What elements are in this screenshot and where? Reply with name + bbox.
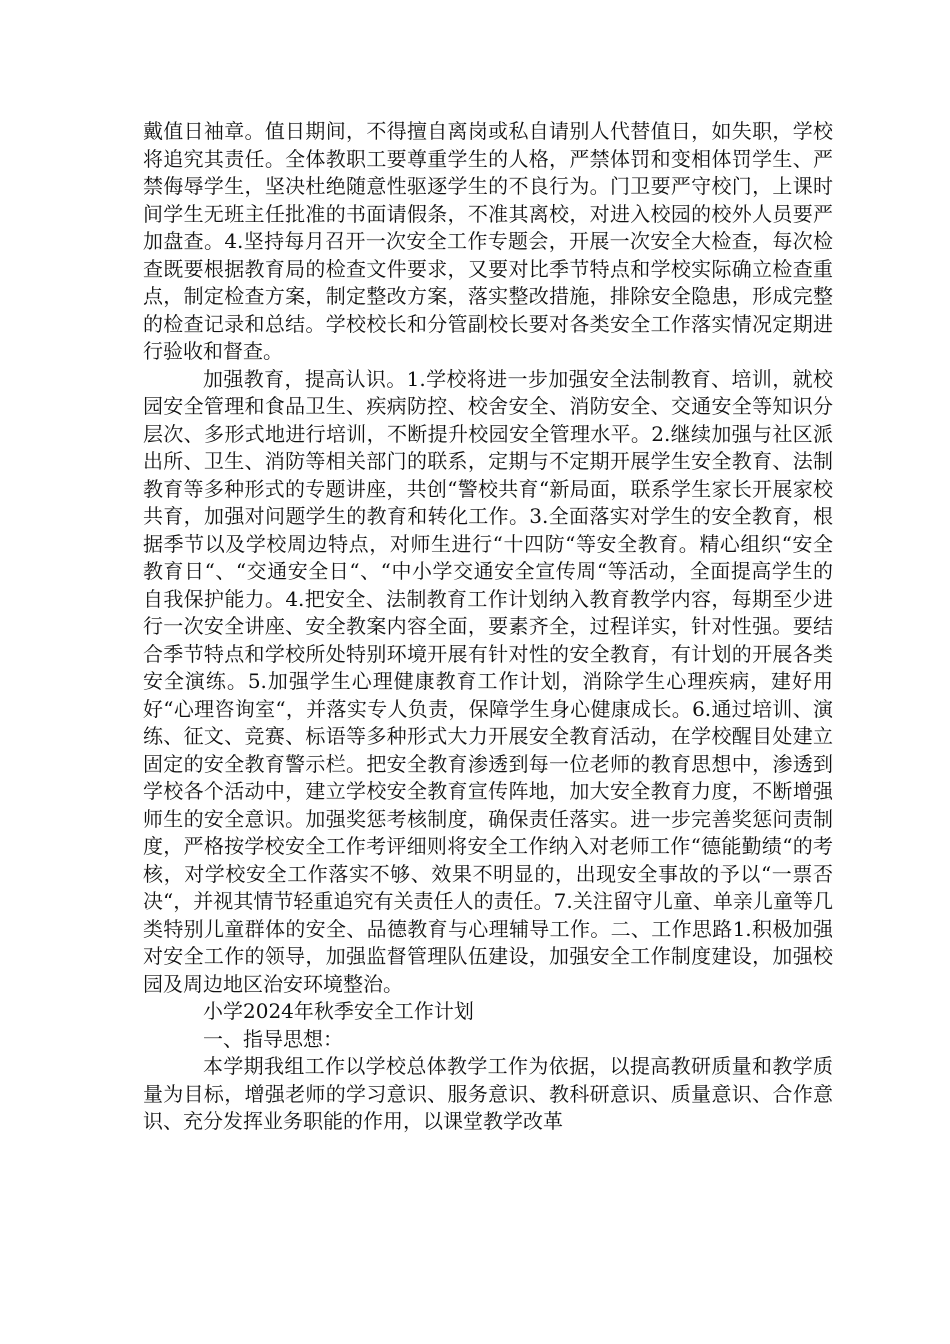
paragraph-duty-and-inspection: 戴值日袖章。值日期间，不得擅自离岗或私自请别人代替值日，如失职，学校将追究其责任。全体教职工要尊重学生的人格，严禁体罚和变相体罚学生、严禁侮辱学生，坚决杜绝随意性驱逐学生的不良行为。门卫要严守校门，上课时间学生无班主任批准的书面请假条，不准其离校，对进入校园的校外人员要严加盘查。4.坚持每月召开一次安全工作专题会，开展一次安全大检查，每次检查既要根据教育局的检查文件要求，又要对比季节特点和学校实际确立检查重点，制定检查方案，制定整改方案，落实整改措施，排除安全隐患，形成完整的检查记录和总结。学校校长和分管副校长要对各类安全工作落实情况定期进行验收和督查。 xyxy=(143,119,833,363)
paragraph-strengthen-education: 加强教育，提高认识。1.学校将进一步加强安全法制教育、培训，就校园安全管理和食品卫生、疾病防控、校舍安全、消防安全、交通安全等知识分层次、多形式地进行培训，不断提升校园安全管理水平。2.继续加强与社区派出所、卫生、消防等相关部门的联系，定期与不定期开展学生安全教育、法制教育等多种形式的专题讲座，共创“警校共育“新局面，联系学生家长开展家校共育，加强对问题学生的教育和转化工作。3.全面落实对学生的安全教育，根据季节以及学校周边特点，对师生进行“十四防“等安全教育。精心组织“安全教育日“、“交通安全日“、“中小学交通安全宣传周“等活动，全面提高学生的自我保护能力。4.把安全、法制教育工作计划纳入教育教学内容，每期至少进行一次安全讲座、安全教案内容全面，要素齐全，过程详实，针对性强。要结合季节特点和学校所处特别环境开展有针对性的安全教育，有计划的开展各类安全演练。5.加强学生心理健康教育工作计划，消除学生心理疾病，建好用好“心理咨询室“，并落实专人负责，保障学生身心健康成长。6.通过培训、演练、征文、竞赛、标语等多种形式大力开展安全教育活动，在学校醒目处建立固定的安全教育警示栏。把安全教育渗透到每一位老师的教育思想中，渗透到学校各个活动中，建立学校安全教育宣传阵地，加大安全教育力度，不断增强师生的安全意识。加强奖惩考核制度，确保责任落实。进一步完善奖惩问责制度，严格按学校安全工作考评细则将安全工作纳入对老师工作“德能勤绩“的考核，对学校安全工作落实不够、效果不明显的，出现安全事故的予以“一票否决“，并视其情节轻重追究有关责任人的责任。7.关注留守儿童、单亲儿童等几类特别儿童群体的安全、品德教育与心理辅导工作。二、工作思路1.积极加强对安全工作的领导，加强监督管理队伍建设，加强安全工作制度建设，加强校园及周边地区治安环境整治。 xyxy=(143,366,833,996)
paragraph-guiding-ideology: 本学期我组工作以学校总体教学工作为依据，以提高教研质量和教学质量为目标，增强老师的学习意识、服务意识、教科研意识、质量意识、合作意识、充分发挥业务职能的作用，以课堂教学改革 xyxy=(143,1054,833,1133)
document-page xyxy=(143,118,833,1136)
document-title: 小学2024年秋季安全工作计划 xyxy=(203,999,474,1023)
section-heading-guiding-ideology: 一、指导思想： xyxy=(203,1026,343,1051)
